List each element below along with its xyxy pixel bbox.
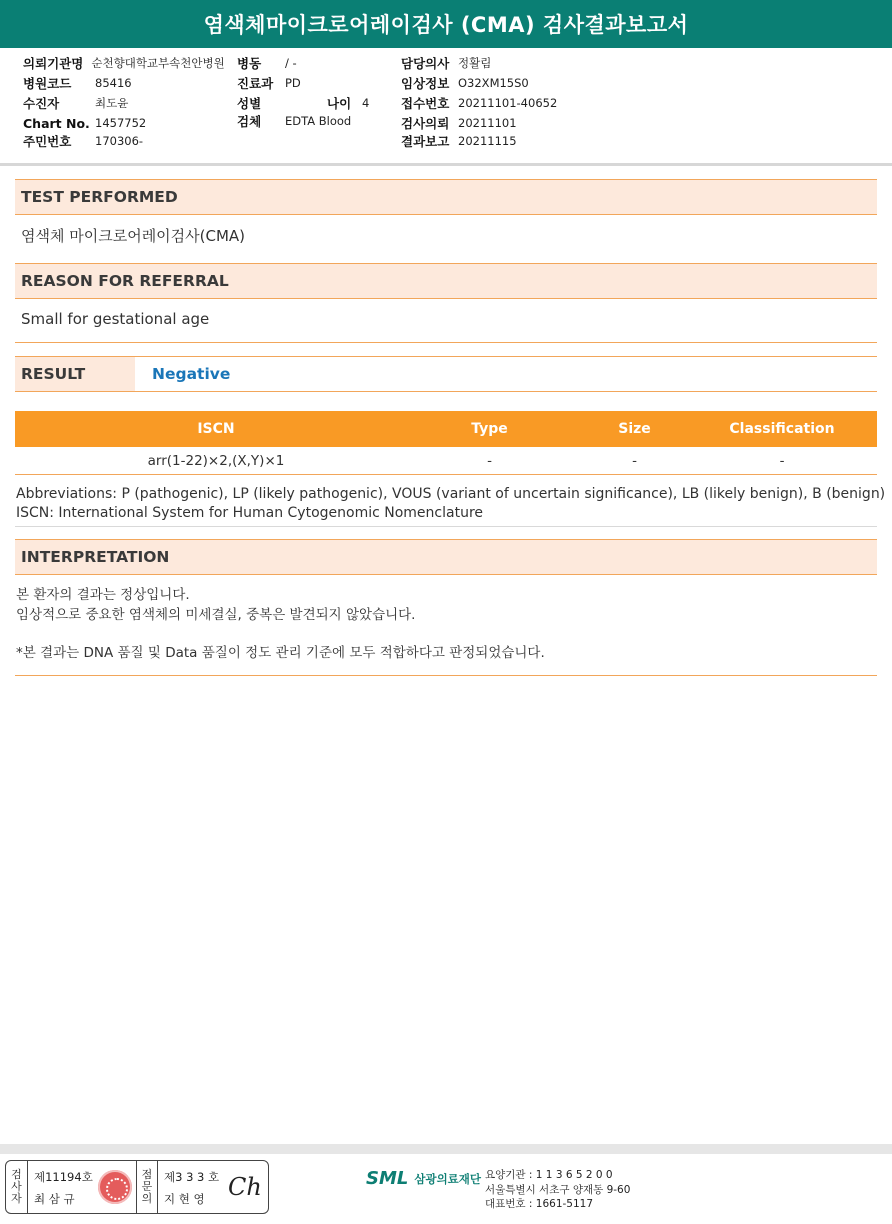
clinical-row [401,74,529,92]
test-performed-value: 염색체 마이크로어레이검사(CMA) [21,227,246,245]
referral-divider [15,342,877,343]
reviewer-label-char: 의 [141,1192,153,1205]
reviewer-vertical-label [136,1161,158,1213]
sml-logo-name: 삼광의료재단 [414,1171,482,1186]
specimen-value: EDTA Blood [285,114,352,128]
type-cell: - [487,452,492,469]
examiner-label-char: 자 [11,1192,22,1205]
examiner-number: 제11194호 [34,1170,93,1184]
examiner-label-char: 검 [11,1168,22,1181]
result-table-header [15,411,877,447]
signature-box [5,1160,269,1214]
test-performed-header: TEST PERFORMED [15,179,877,215]
id-value: 170306- [95,134,144,148]
report-title: 염색체마이크로어레이검사 (CMA) 검사결과보고서 [0,0,892,48]
size-cell: - [632,452,637,469]
dept-label: 진료과 [237,76,274,91]
id-row [23,132,143,150]
lab-info [485,1168,630,1212]
hospital-code-label: 병원코드 [23,76,72,91]
sml-logo-mark: SML [366,1168,409,1189]
receipt-row [401,94,557,112]
hospital-code-value: 85416 [95,76,132,90]
interpretation-line-1: 본 환자의 결과는 정상입니다. [16,587,190,603]
chart-row [23,114,146,132]
sex-label: 성별 [237,96,262,111]
clinical-label: 임상정보 [401,76,450,91]
referral-header: REASON FOR REFERRAL [15,263,877,299]
care-code: 요양기관 : 1 1 3 6 5 2 0 0 [485,1169,613,1181]
examinee-row [23,94,128,112]
sml-logo [366,1168,481,1189]
request-label: 검사의뢰 [401,116,450,131]
ward-value: / - [285,56,297,70]
examiner-vertical-label [6,1161,28,1213]
chart-label: Chart No. [23,115,90,131]
institution-label: 의뢰기관명 [23,56,84,71]
reviewer-signature: Ch [228,1173,262,1201]
column-size: Size [618,421,651,437]
request-value: 20211101 [458,116,517,130]
result-label: RESULT [15,357,135,391]
result-row [15,356,877,392]
sex-age-row [237,94,369,112]
interpretation-header: INTERPRETATION [15,539,877,575]
institution-row [23,54,225,72]
ward-row [237,54,297,72]
dept-value: PD [285,76,301,90]
dept-row [237,74,301,92]
referral-value: Small for gestational age [21,310,210,328]
examinee-label: 수진자 [23,96,60,111]
specimen-label: 검체 [237,114,262,129]
receipt-label: 접수번호 [401,96,450,111]
interpretation-divider [15,675,877,676]
examiner-seal [98,1170,132,1204]
reviewer-name: 지 현 영 [164,1192,205,1206]
examinee-value: 최도윤 [95,96,129,110]
patient-info [0,54,892,154]
reviewer-number: 제3 3 3 호 [164,1170,220,1184]
abbreviations-line-2: ISCN: International System for Human Cytogenomic Nomenclature [16,505,484,521]
interpretation-line-2: 임상적으로 중요한 염색체의 미세결실, 중복은 발견되지 않았습니다. [16,607,416,623]
age-label: 나이 [327,96,352,111]
report-date-label: 결과보고 [401,134,450,149]
info-divider [0,163,892,166]
lab-phone: 대표번호 : 1661-5117 [485,1198,594,1210]
id-label: 주민번호 [23,134,72,149]
abbreviations [16,485,885,523]
interpretation-line-3: *본 결과는 DNA 품질 및 Data 품질이 정도 관리 기준에 모두 적합하다고 판정되었습니다. [16,645,545,661]
physician-row [401,54,491,72]
receipt-value: 20211101-40652 [458,96,558,110]
abbreviations-line-1: Abbreviations: P (pathogenic), LP (likely pathogenic), VOUS (variant of uncertain significance), LB (likely benign), B (benign) [16,486,886,502]
physician-value: 정활림 [458,56,492,70]
classification-cell: - [779,452,785,469]
abbreviations-divider [15,526,877,527]
lab-address: 서울특별시 서초구 양재동 9-60 [485,1183,631,1196]
chart-value: 1457752 [95,116,147,130]
table-row [15,447,877,475]
report-date-value: 20211115 [458,134,517,148]
ward-label: 병동 [237,56,262,71]
iscn-cell: arr(1-22)×2,(X,Y)×1 [147,452,285,469]
reviewer-label-char: 점 [141,1168,153,1181]
specimen-row [237,112,351,130]
column-classification: Classification [729,421,835,437]
age-value: 4 [362,96,370,110]
footer-band [0,1144,892,1154]
reviewer-label-char: 문 [141,1180,153,1193]
examiner-name: 최 삼 규 [34,1192,75,1206]
column-iscn: ISCN [197,421,235,437]
column-type: Type [471,421,508,437]
clinical-value: O32XM15S0 [458,76,529,90]
examiner-label-char: 사 [11,1180,22,1193]
report-date-row [401,132,517,150]
interpretation-text [16,585,545,663]
institution-value: 순천향대학교부속천안병원 [91,56,225,70]
physician-label: 담당의사 [401,56,450,71]
result-value: Negative [152,365,231,383]
request-row [401,114,517,132]
hospital-code-row [23,74,132,92]
